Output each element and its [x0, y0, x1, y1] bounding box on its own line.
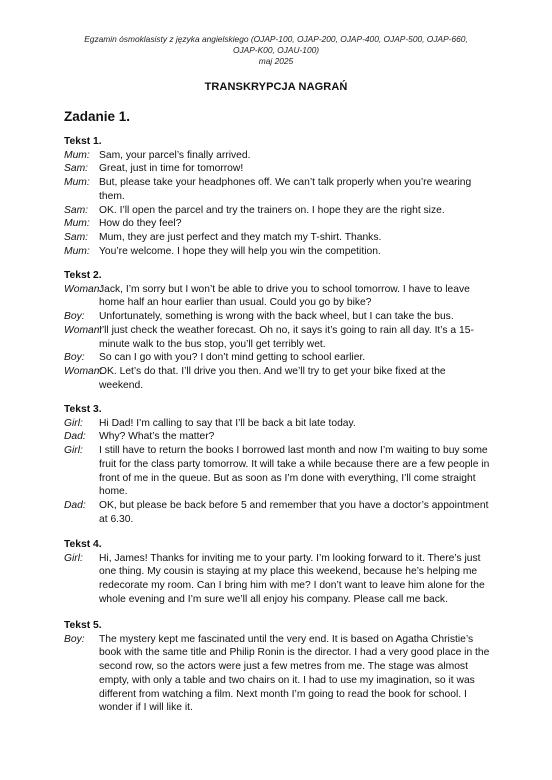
dialogue-line	[64, 552, 492, 607]
speaker: Sam:	[64, 204, 89, 216]
task-heading: Zadanie 1.	[64, 109, 131, 124]
text-heading: Tekst 5.	[64, 620, 102, 631]
utterance: How do they feel?	[99, 218, 182, 230]
speaker: Sam:	[64, 231, 89, 243]
speaker: Boy:	[64, 311, 85, 323]
speaker: Girl:	[64, 417, 83, 429]
dialogue-line	[64, 149, 492, 163]
dialogue-line	[64, 351, 492, 365]
dialogue-line	[64, 217, 492, 231]
speaker: Mum:	[64, 149, 90, 161]
text-heading: Tekst 4.	[64, 539, 102, 550]
utterance: I still have to return the books I borrowed last month and now I’m waiting to buy some fruit for the class party tomorrow. It will take a while because there are a few people in front of me in the queue. But as soon as I’m done with everything, I’ll come straight home.	[99, 445, 490, 498]
utterance: Jack, I’m sorry but I won’t be able to drive you to school tomorrow. I have to leave home half an hour earlier than usual. Could you go by bike?	[99, 283, 470, 309]
text-1	[64, 135, 492, 258]
dialogue-line	[64, 283, 492, 310]
speaker: Mum:	[64, 177, 90, 189]
dialogue-line	[64, 204, 492, 218]
speaker: Girl:	[64, 445, 83, 457]
speaker: Boy:	[64, 633, 85, 645]
speaker: Dad:	[64, 431, 86, 443]
dialogue-line	[64, 231, 492, 245]
utterance: So can I go with you? I don’t mind getting to school earlier.	[99, 352, 366, 364]
dialogue-line	[64, 176, 492, 203]
speaker: Mum:	[64, 245, 90, 257]
utterance: The mystery kept me fascinated until the very end. It is based on Agatha Christie’s book with the same title and Philip Ronin is the director. I had a very good place in the second row, so the actors were just a few metres from me. The stage was almost empty, with only a table and two chairs on it. I had to use my imagination, so it was different from watching a film. Next month I’m going to read the book for school. I wonder if I will like it.	[99, 633, 490, 714]
speaker: Mum:	[64, 218, 90, 230]
text-heading: Tekst 2.	[64, 270, 102, 281]
text-3	[64, 403, 492, 526]
speaker: Woman:	[64, 324, 103, 336]
utterance: Great, just in time for tomorrow!	[99, 163, 244, 175]
speaker: Dad:	[64, 499, 86, 511]
utterance: Why? What’s the matter?	[99, 431, 215, 443]
utterance: Mum, they are just perfect and they match my T-shirt. Thanks.	[99, 231, 382, 243]
utterance: Unfortunately, something is wrong with the back wheel, but I can take the bus.	[99, 311, 454, 323]
text-5	[64, 619, 492, 715]
text-heading: Tekst 3.	[64, 404, 102, 415]
header-line-3: maj 2025	[258, 56, 294, 67]
text-4	[64, 538, 492, 607]
dialogue-line	[64, 245, 492, 259]
speaker: Girl:	[64, 552, 83, 564]
speaker: Boy:	[64, 352, 85, 364]
dialogue-line	[64, 310, 492, 324]
dialogue-line	[64, 444, 492, 499]
utterance: You’re welcome. I hope they will help you win the competition.	[99, 245, 381, 257]
header-line-1: Egzamin ósmoklasisty z języka angielskiego (OJAP-100, OJAP-200, OJAP-400, OJAP-500, OJAP-660,	[84, 34, 468, 44]
utterance: But, please take your headphones off. We can’t talk properly when you’re wearing them.	[99, 177, 472, 202]
text-heading: Tekst 1.	[64, 136, 102, 147]
exam-header	[66, 34, 486, 68]
dialogue-line	[64, 162, 492, 176]
utterance: I’ll just check the weather forecast. Oh no, it says it’s going to rain all day. It’s a 15-minute walk to the bus stop, you’ll get terribly wet.	[99, 324, 474, 350]
speaker: Woman:	[64, 365, 103, 377]
dialogue-line	[64, 417, 492, 431]
utterance: OK. Let’s do that. I’ll drive you then. And we’ll try to get your bike fixed at the weekend.	[99, 365, 446, 391]
utterance: OK. I’ll open the parcel and try the trainers on. I hope they are the right size.	[99, 204, 445, 216]
speaker: Sam:	[64, 163, 89, 175]
utterance: Sam, your parcel’s finally arrived.	[99, 149, 251, 161]
page-title: TRANSKRYPCJA NAGRAŃ	[204, 81, 348, 93]
speaker: Woman:	[64, 283, 103, 295]
dialogue-line	[64, 499, 492, 526]
dialogue-line	[64, 430, 492, 444]
dialogue-line	[64, 365, 492, 392]
utterance: OK, but please be back before 5 and remember that you have a doctor’s appointment at 6.30.	[99, 499, 489, 525]
dialogue-line	[64, 633, 492, 715]
dialogue-line	[64, 324, 492, 351]
text-2	[64, 269, 492, 392]
utterance: Hi, James! Thanks for inviting me to your party. I’m looking forward to it. There’s just one thing. My cousin is staying at my place this weekend, because he’s helping me redecorate my room. Can I bring him with me? I don’t want to leave him alone for the whole evening and I’m sure we’ll all enjoy his company. Please call me back.	[99, 552, 485, 605]
header-line-2: OJAP-K00, OJAU-100)	[232, 45, 320, 56]
utterance: Hi Dad! I’m calling to say that I’ll be back a bit late today.	[99, 417, 356, 429]
